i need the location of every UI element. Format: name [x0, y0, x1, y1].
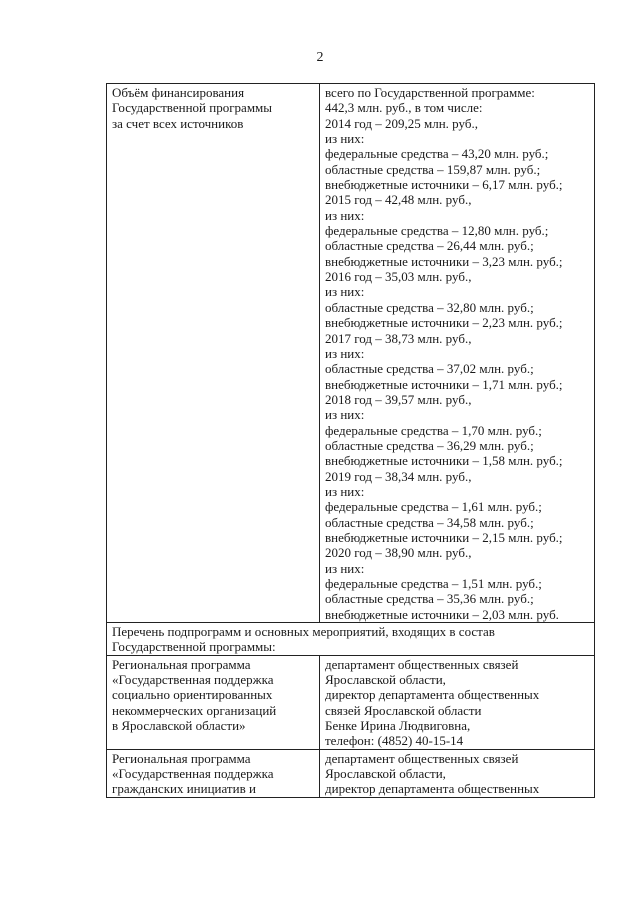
subprogram-title-line: «Государственная поддержка [112, 766, 274, 782]
financing-label-cell [107, 84, 320, 623]
financing-value-line: 2018 год – 39,57 млн. руб., [325, 391, 472, 407]
financing-label [112, 85, 315, 131]
program-passport-table [106, 83, 595, 798]
subprogram-title-cell [107, 749, 320, 797]
subprogram-title-cell [107, 655, 320, 749]
subprogram-responsible-line: Ярославской области, [325, 766, 446, 782]
subprograms-header-line: Перечень подпрограмм и основных мероприятий, входящих в состав [112, 624, 495, 640]
subprogram-title-line: Региональная программа [112, 750, 251, 766]
subprogram-title-line: социально ориентированных [112, 687, 273, 703]
financing-row [107, 84, 595, 623]
financing-value-line: внебюджетные источники – 6,17 млн. руб.; [325, 177, 563, 193]
financing-value-line: областные средства – 34,58 млн. руб.; [325, 514, 534, 530]
subprograms-header-line: Государственной программы: [112, 639, 276, 655]
subprogram-title [112, 657, 315, 734]
financing-value-line: областные средства – 37,02 млн. руб.; [325, 361, 534, 377]
subprogram-responsible-line: директор департамента общественных [325, 687, 540, 703]
subprogram-responsible-line: Ярославской области, [325, 672, 446, 688]
subprograms-header-cell [107, 623, 595, 656]
financing-values [325, 85, 590, 622]
financing-value-line: из них: [325, 284, 365, 300]
financing-value-line: областные средства – 26,44 млн. руб.; [325, 238, 534, 254]
financing-label-line: за счет всех источников [112, 115, 244, 131]
financing-value-line: внебюджетные источники – 2,03 млн. руб. [325, 606, 559, 622]
subprogram-title [112, 751, 315, 797]
financing-value-line: областные средства – 159,87 млн. руб.; [325, 161, 541, 177]
subprogram-row [107, 749, 595, 797]
financing-value-line: всего по Государственной программе: [325, 85, 535, 100]
subprogram-responsible-line: связей Ярославской области [325, 702, 482, 718]
financing-value-line: из них: [325, 483, 365, 499]
financing-value-line: из них: [325, 131, 365, 147]
financing-value-line: областные средства – 36,29 млн. руб.; [325, 437, 534, 453]
financing-value-line: областные средства – 35,36 млн. руб.; [325, 591, 534, 607]
subprogram-title-line: «Государственная поддержка [112, 672, 274, 688]
subprogram-responsible-cell [320, 655, 595, 749]
financing-value-line: федеральные средства – 1,61 млн. руб.; [325, 499, 542, 515]
financing-value-line: из них: [325, 345, 365, 361]
financing-value-line: внебюджетные источники – 3,23 млн. руб.; [325, 253, 563, 269]
subprograms-header [112, 624, 590, 655]
financing-value-line: областные средства – 32,80 млн. руб.; [325, 299, 534, 315]
financing-value-line: 2017 год – 38,73 млн. руб., [325, 330, 472, 346]
subprogram-row [107, 655, 595, 749]
financing-value-line: 2019 год – 38,34 млн. руб., [325, 468, 472, 484]
subprogram-responsible-line: директор департамента общественных [325, 781, 540, 797]
financing-value-line: из них: [325, 407, 365, 423]
financing-value-line: 2016 год – 35,03 млн. руб., [325, 269, 472, 285]
page-number: 2 [316, 50, 324, 65]
financing-label-line: Государственной программы [112, 100, 273, 116]
financing-value-line: из них: [325, 207, 365, 223]
subprogram-responsible-cell [320, 749, 595, 797]
subprogram-title-line: некоммерческих организаций [112, 702, 277, 718]
financing-value-line: из них: [325, 560, 365, 576]
financing-value-line: внебюджетные источники – 2,15 млн. руб.; [325, 529, 563, 545]
subprogram-responsible-line: Бенке Ирина Людвиговна, [325, 718, 471, 734]
financing-value-line: внебюджетные источники – 2,23 млн. руб.; [325, 315, 563, 331]
subprograms-header-row [107, 623, 595, 656]
financing-value-line: 2015 год – 42,48 млн. руб., [325, 192, 472, 208]
financing-value-line: внебюджетные источники – 1,71 млн. руб.; [325, 376, 563, 392]
financing-value-line: 2020 год – 38,90 млн. руб., [325, 545, 472, 561]
financing-label-line: Объём финансирования [112, 85, 245, 100]
financing-value-line: федеральные средства – 43,20 млн. руб.; [325, 146, 549, 162]
subprogram-responsible [325, 751, 590, 797]
subprogram-responsible [325, 657, 590, 749]
subprogram-responsible-line: телефон: (4852) 40-15-14 [325, 733, 464, 749]
subprogram-responsible-line: департамент общественных связей [325, 656, 519, 672]
subprogram-title-line: в Ярославской области» [112, 718, 246, 734]
subprogram-title-line: гражданских инициатив и [112, 781, 256, 797]
financing-value-line: федеральные средства – 1,51 млн. руб.; [325, 576, 542, 591]
financing-value-line: федеральные средства – 1,70 млн. руб.; [325, 422, 542, 438]
financing-value-cell [320, 84, 595, 623]
subprogram-title-line: Региональная программа [112, 656, 251, 672]
financing-value-line: 2014 год – 209,25 млн. руб., [325, 115, 478, 131]
financing-value-line: внебюджетные источники – 1,58 млн. руб.; [325, 453, 563, 469]
financing-value-line: 442,3 млн. руб., в том числе: [325, 100, 483, 116]
subprogram-responsible-line: департамент общественных связей [325, 750, 519, 766]
financing-value-line: федеральные средства – 12,80 млн. руб.; [325, 223, 549, 239]
